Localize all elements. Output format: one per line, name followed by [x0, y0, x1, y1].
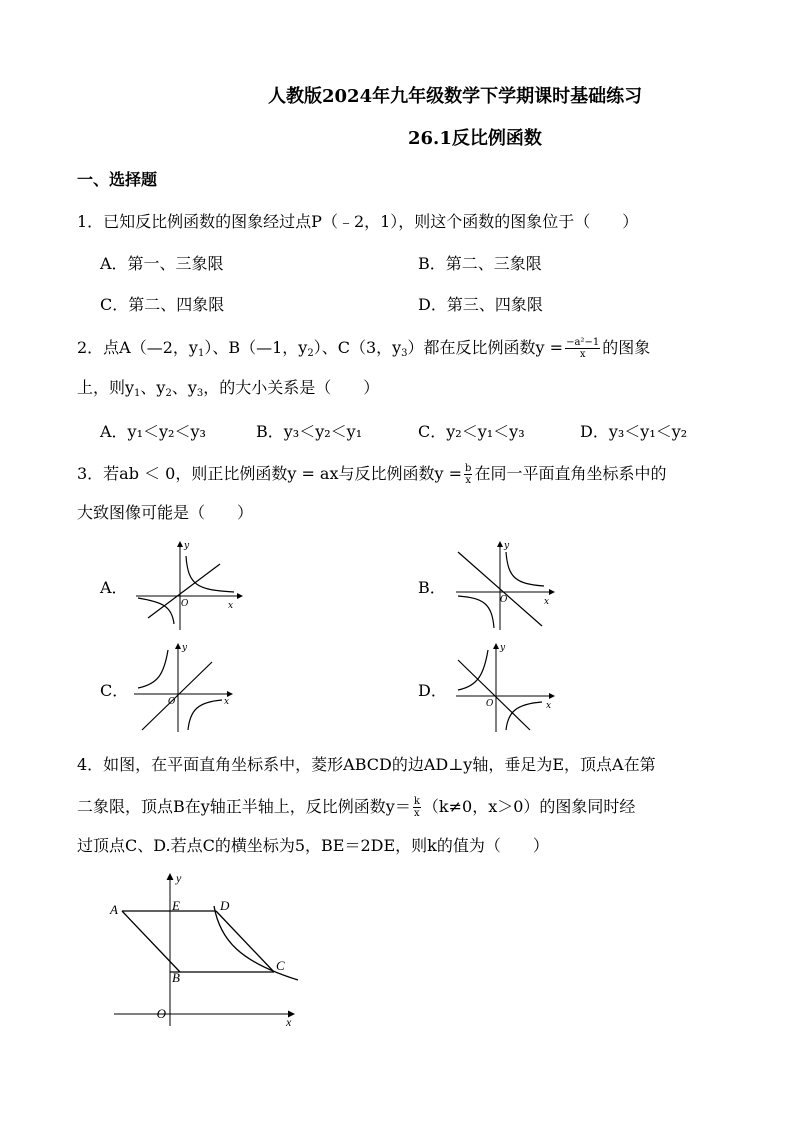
- document-title-line2: 26.1反比例函数: [408, 128, 542, 149]
- q2-option-c: C．y₂＜y₁＜y₃: [418, 422, 525, 441]
- svg-text:D: D: [220, 898, 230, 913]
- q4-fraction: $\frac{k}{x}$: [413, 796, 420, 819]
- svg-text:E: E: [172, 898, 180, 913]
- question-3-stem: 3．若ab ＜ 0，则正比例函数y = ax与反比例函数y = $\frac{b}{x}$ 在同一平面直角坐标系中的: [77, 463, 667, 486]
- q3-graph-c: [128, 640, 238, 734]
- svg-text:y: y: [500, 643, 506, 653]
- q2-option-b: B．y₃＜y₂＜y₁: [256, 422, 363, 441]
- svg-text:y: y: [184, 541, 190, 551]
- svg-text:x: x: [544, 597, 550, 607]
- question-2-stem: 2．点A（—2，$y_1$）、B（—1，$y_2$）、C（3，$y_3$）都在反比例函数y = $\frac{\text{−a²−1}}{x}$ 的图象: [77, 337, 651, 360]
- q1-option-a: A．第一、三象限: [100, 254, 224, 273]
- q3-option-a-label: A．: [100, 578, 128, 597]
- q2-fraction: $\frac{\text{−a²−1}}{x}$: [566, 337, 600, 360]
- svg-text:x: x: [286, 1015, 292, 1028]
- section-heading: 一、选择题: [77, 170, 158, 189]
- svg-text:B: B: [172, 970, 180, 985]
- svg-text:O: O: [156, 1006, 166, 1021]
- q1-option-c: C．第二、四象限: [100, 295, 225, 314]
- svg-text:y: y: [182, 643, 188, 653]
- svg-text:O: O: [168, 697, 176, 707]
- q3-graph-d: [450, 640, 560, 734]
- q2-option-d: D．y₃＜y₁＜y₂: [580, 422, 688, 441]
- q3-option-c-label: C．: [100, 681, 129, 700]
- svg-text:O: O: [500, 595, 508, 605]
- question-2-stem-line2: 上，则$y_1$、$y_2$、$y_3$，的大小关系是（ ）: [77, 378, 380, 399]
- svg-text:A: A: [110, 902, 118, 917]
- q1-option-b: B．第二、三象限: [418, 254, 542, 273]
- question-4-stem-line1: 4．如图，在平面直角坐标系中，菱形ABCD的边AD⊥y轴，垂足为E，顶点A在第: [77, 755, 656, 774]
- q3-graph-a: [128, 538, 248, 632]
- svg-text:x: x: [546, 701, 552, 711]
- question-4-stem-line2: 二象限，顶点B在y轴正半轴上，反比例函数y＝ $\frac{k}{x}$ （k≠0，x＞0）的图象同时经: [77, 796, 636, 819]
- svg-text:x: x: [224, 697, 230, 707]
- svg-text:y: y: [504, 541, 510, 551]
- document-title-line1: 人教版2024年九年级数学下学期课时基础练习: [268, 86, 643, 107]
- svg-text:x: x: [228, 601, 234, 611]
- svg-text:O: O: [181, 599, 189, 609]
- q3-graph-b: [450, 538, 560, 632]
- q3-fraction: $\frac{b}{x}$: [465, 463, 472, 486]
- svg-text:O: O: [486, 699, 494, 709]
- q2-option-a: A．y₁＜y₂＜y₃: [100, 422, 206, 441]
- question-4-stem-line3: 过顶点C、D.若点C的横坐标为5，BE＝2DE，则k的值为（ ）: [77, 836, 549, 855]
- q3-option-d-label: D．: [418, 681, 447, 700]
- svg-text:y: y: [176, 871, 182, 885]
- svg-text:C: C: [276, 958, 285, 973]
- q1-option-d: D．第三、四象限: [418, 295, 543, 314]
- q4-rhombus-figure: [104, 868, 304, 1028]
- q3-option-b-label: B．: [418, 578, 446, 597]
- question-3-stem-line2: 大致图像可能是（ ）: [77, 503, 254, 522]
- question-1-stem: 1．已知反比例函数的图象经过点P（﹣2，1），则这个函数的图象位于（ ）: [77, 212, 639, 231]
